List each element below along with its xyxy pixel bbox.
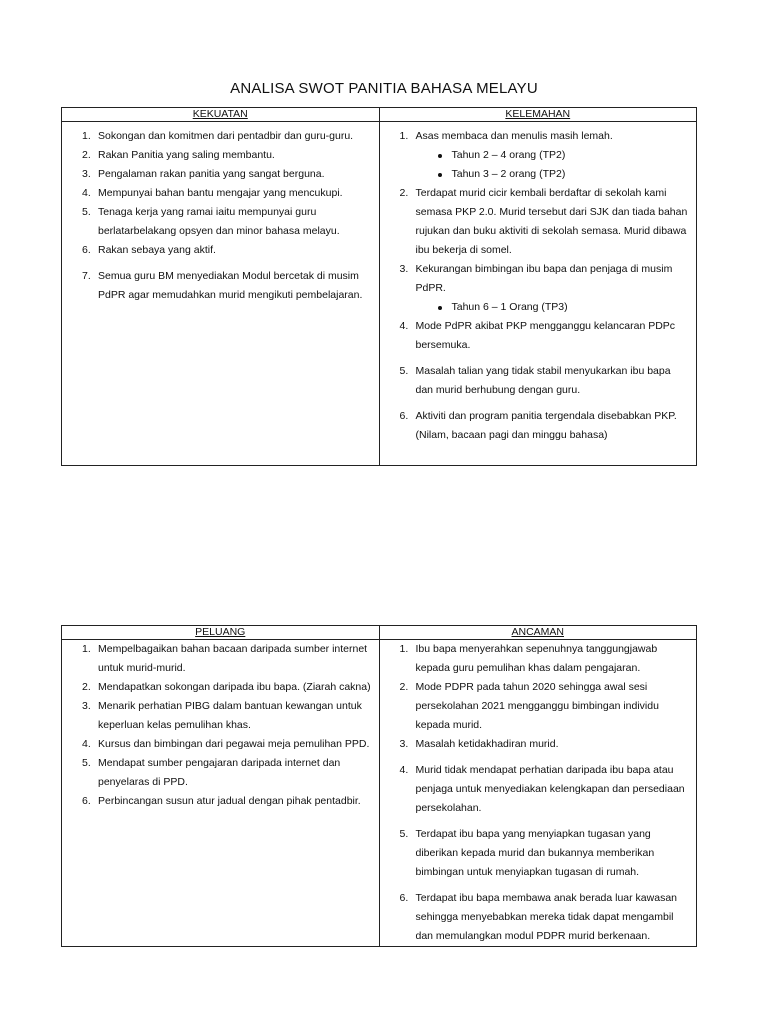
list-item: 3. Masalah ketidakhadiran murid. [399,738,559,750]
list-item: 3. Pengalaman rakan panitia yang sangat berguna. [82,168,325,180]
list-item: 1. Ibu bapa menyerahkan sepenuhnya tanggungjawab kepada guru pemulihan khas dalam pengajaran. [399,643,658,674]
list-item: 6. Perbincangan susun atur jadual dengan pihak pentadbir. [82,795,361,807]
sub-list [416,298,691,317]
cell-kelemahan [379,122,697,466]
list-item: 5. Terdapat ibu bapa yang menyiapkan tugasan yang diberikan kepada murid dan bukannya memberikan bimbingan untuk menyiapkan tugasan di rumah. [399,828,655,878]
list-ancaman [380,640,697,946]
list-item: 3. Menarik perhatian PIBG dalam bantuan kewangan untuk keperluan kelas pemulihan khas. [82,700,362,731]
list-kelemahan [380,127,697,445]
list-peluang [62,640,379,811]
list-item: 2. Mode PDPR pada tahun 2020 sehingga awal sesi persekolahan 2021 mengganggu bimbingan individu kepada murid. [399,681,659,731]
swot-table-opportunities-threats [61,625,697,947]
list-item: 4. Kursus dan bimbingan dari pegawai meja pemulihan PPD. [82,738,370,750]
list-item: 6. Terdapat ibu bapa membawa anak berada luar kawasan sehingga menyebabkan mereka tidak dapat mengambil dan memulangkan modul PDPR murid berkenaan. [399,892,678,942]
list-item: 5. Mendapat sumber pengajaran daripada internet dan penyelaras di PPD. [82,757,341,788]
list-kekuatan [62,127,379,305]
cell-peluang [62,640,380,947]
header-kekuatan: KEKUATAN [62,108,380,122]
header-kelemahan: KELEMAHAN [379,108,697,122]
cell-kekuatan [62,122,380,466]
sub-list-item: Tahun 3 – 2 orang (TP2) [416,165,691,184]
list-item: 2. Rakan Panitia yang saling membantu. [82,149,275,161]
sub-list-item: Tahun 6 – 1 Orang (TP3) [416,298,691,317]
swot-table-strengths-weaknesses [61,107,697,466]
list-item: 6. Rakan sebaya yang aktif. [82,244,216,256]
header-ancaman: ANCAMAN [379,626,697,640]
list-item: 7. Semua guru BM menyediakan Modul bercetak di musim PdPR agar memudahkan murid mengikuti pembelajaran. [82,270,363,301]
list-item: 5. Tenaga kerja yang ramai iaitu mempunyai guru berlatarbelakang opsyen dan minor bahasa melayu. [82,206,340,237]
sub-list [416,146,691,184]
list-item: 4. Mode PdPR akibat PKP mengganggu kelancaran PDPc bersemuka. [399,320,676,351]
list-item: 6. Aktiviti dan program panitia tergendala disebabkan PKP. (Nilam, bacaan pagi dan minggu bahasa) [399,410,677,441]
list-item: 3. Kekurangan bimbingan ibu bapa dan penjaga di musim PdPR. Tahun 6 – 1 Orang (TP3) [380,260,691,317]
list-item: 1. Sokongan dan komitmen dari pentadbir dan guru-guru. [82,130,354,142]
list-item: 2. Mendapatkan sokongan daripada ibu bapa. (Ziarah cakna) [82,681,371,693]
list-item: 5. Masalah talian yang tidak stabil menyukarkan ibu bapa dan murid berhubung dengan guru. [399,365,671,396]
header-peluang: PELUANG [62,626,380,640]
list-item: 2. Terdapat murid cicir kembali berdaftar di sekolah kami semasa PKP 2.0. Murid tersebut dari SJK dan tiada bahan rujukan dan buku aktiviti di sekolah semasa. Murid dibawa ibu bekerja di somel. [399,187,688,256]
list-item: 4. Murid tidak mendapat perhatian daripada ibu bapa atau penjaga untuk menyediakan kelengkapan dan persediaan persekolahan. [399,764,685,814]
page-title: ANALISA SWOT PANITIA BAHASA MELAYU [230,80,538,97]
list-item: 1. Mempelbagaikan bahan bacaan daripada sumber internet untuk murid-murid. [82,643,368,674]
sub-list-item: Tahun 2 – 4 orang (TP2) [416,146,691,165]
cell-ancaman [379,640,697,947]
list-item: 4. Mempunyai bahan bantu mengajar yang mencukupi. [82,187,343,199]
list-item: 1. Asas membaca dan menulis masih lemah. Tahun 2 – 4 orang (TP2) Tahun 3 – 2 orang (TP2) [380,127,691,184]
